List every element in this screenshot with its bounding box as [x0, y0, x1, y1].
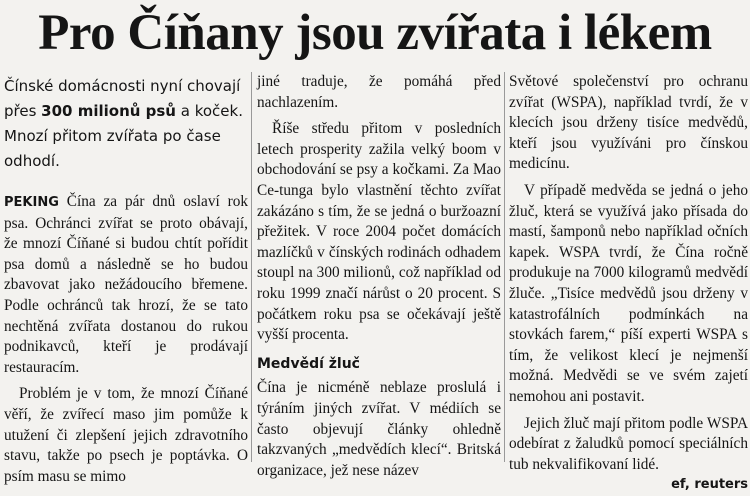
column-divider-2	[504, 72, 505, 462]
lead-text-end: a koček. Mnozí přitom zvířata po čase odhodí.	[4, 102, 243, 170]
body-paragraph-3: jiné traduje, že pomáhá před nachlazením.	[257, 73, 501, 111]
lead-text-start: Čínské domácnosti nyní chovají přes	[4, 77, 241, 120]
author-credit: ef, reuters	[671, 477, 748, 493]
body-paragraph-1-text: Čína za pár dnů oslaví rok psa. Ochránci zvířat se proto obávají, že mnozí Číňané si budou chtít pořídit psa domů a následně se ho budou zbavovat jako nežádoucího břemene. Podle ochránců tak hrozí, že se tato nechtěná zvířata dostanou do rukou podnikavců, kteří je prodávají restauracím.	[4, 193, 248, 376]
column-1	[4, 72, 248, 487]
subheading: Medvědí žluč	[257, 355, 360, 372]
lead-paragraph	[4, 74, 248, 174]
column-divider-1	[251, 72, 252, 462]
body-paragraph-4: Říše středu přitom v posledních letech prosperity zažila velký boom v obchodování se psy a kočkami. Za Mao Ce-tunga bylo vlastnění těchto zvířat zakázáno s tím, že se jedná o buržoazní přežitek. V roce 2004 počet domácích mazlíčků v čínských rodinách odhadem stoupl na 300 milionů, což například od roku 1999 značí nárůst o 20 procent. S počátkem roku psa se očekávají ještě vyšší procenta.	[257, 120, 501, 344]
body-paragraph-8-text: Jejich žluč mají přitom podle WSPA odebírat z žaludků pomocí speciálních tub nekvalifikovaní lidé.	[509, 414, 748, 473]
headline: Pro Číňany jsou zvířata i lékem	[38, 5, 712, 61]
body-paragraph-6: Světové společenství pro ochranu zvířat (WSPA), například tvrdí, že v klecích jsou drženy tisíce medvědů, kteří jsou využíváni pro čínskou medicínu.	[509, 73, 748, 173]
body-paragraph-1	[4, 192, 248, 378]
body-paragraph-2: Problém je v tom, že mnozí Číňané věří, že zvířecí maso jim pomůže k utužení či zlepšení jejich zdravotního stavu, takže po psech je poptávka. O psím masu se mimo	[4, 385, 248, 485]
body-paragraph-8	[509, 414, 748, 493]
lead-highlight: 300 milionů psů	[41, 102, 176, 120]
body-paragraph-5: Čína je nicméně neblaze proslulá i týráním jiných zvířat. V médiích se často objevují články ohledně takzvaných „medvědích klecí“. Britská organizace, jež nese název	[257, 379, 501, 479]
body-paragraph-7: V případě medvěda se jedná o jeho žluč, která se využívá jako přísada do mastí, šamponů nebo například očních kapek. WSPA tvrdí, že Čína ročně produkuje na 7000 kilogramů medvědí žluče. „Tisíce medvědů jsou drženy v katastrofálních podmínkách na stovkách farem,“ píší experti WSPA s tím, že velikost klecí je nejmenší možná. Medvědi se ve svém zajetí nemohou ani postavit.	[509, 181, 748, 405]
dateline: PEKING	[4, 195, 59, 210]
column-2	[257, 72, 501, 481]
column-3	[509, 72, 748, 496]
